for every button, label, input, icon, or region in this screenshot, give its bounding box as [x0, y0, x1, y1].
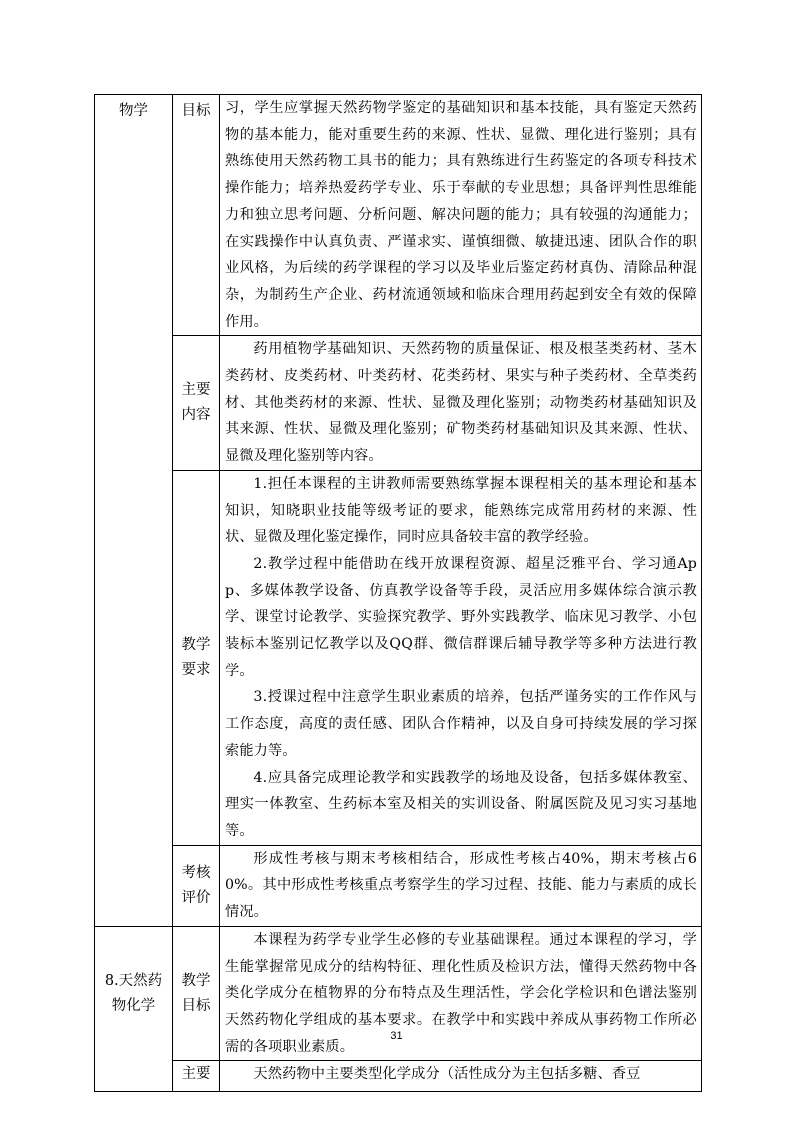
content-text-8: 天然药物中主要类型化学成分（活性成分为主包括多糖、香豆 — [253, 1066, 641, 1083]
course-name: 物学 — [119, 103, 148, 119]
label-cell — [173, 470, 220, 845]
requirement-item: 4.应具备完成理论教学和实践教学的场地及设备，包括多媒体教室、理实一体教室、生药标本室及相关的实训设备、附属医院及见习实习基地等。 — [225, 769, 697, 839]
table-row — [95, 1061, 702, 1092]
row-label-goal: 目标 — [181, 103, 211, 119]
content-cell — [220, 95, 702, 336]
content-cell — [220, 336, 702, 471]
table-row — [95, 336, 702, 471]
label-cell — [173, 95, 220, 336]
requirement-item: 2.教学过程中能借助在线开放课程资源、超星泛雅平台、学习通App、多媒体教学设备、仿真教学设备等手段，灵活应用多媒体综合演示教学、课堂讨论教学、实验探究教学、野外实践教学、临床见习教学、小包装标本鉴别记忆教学以及QQ群、微信群课后辅导教学等多种方法进行教学。 — [225, 555, 697, 679]
requirement-item: 3.授课过程中注意学生职业素质的培养，包括严谨务实的工作作风与工作态度，高度的责任感、团队合作精神，以及自身可持续发展的学习探索能力等。 — [225, 689, 697, 759]
label-cell — [173, 1061, 220, 1092]
page-number: 31 — [390, 1030, 403, 1042]
row-label-content-8: 主要 — [181, 1066, 211, 1083]
row-label-content: 主要 内容 — [181, 382, 211, 424]
content-text: 药用植物学基础知识、天然药物的质量保证、根及根茎类药材、茎木类药材、皮类药材、叶类药材、花类药材、果实与种子类药材、全草类药材、其他类药材的来源、性状、显微及理化鉴别；动物类药材基础知识及其来源、性状、显微及理化鉴别；矿物类药材基础知识及其来源、性状、显微及理化鉴别等内容。 — [225, 341, 697, 465]
content-cell — [220, 1061, 702, 1092]
goal-text-8: 本课程为药学专业学生必修的专业基础课程。通过本课程的学习，学生能掌握常见成分的结构特征、理化性质及检识方法，懂得天然药物中各类化学成分在植物界的分布特点及生理活性，学会化学检识和色谱法鉴别天然药物化学组成的基本要求。在教学中和实践中养成从事药物工作所必需的各项职业素质。 — [225, 931, 697, 1055]
row-label-goal-8: 教学 目标 — [181, 972, 211, 1014]
course-table — [94, 94, 702, 1092]
content-cell — [220, 470, 702, 845]
course-name-8: 8.天然药 物化学 — [104, 972, 163, 1014]
table-row — [95, 470, 702, 845]
table-row — [95, 845, 702, 926]
goal-text: 习，学生应掌握天然药物学鉴定的基础知识和基本技能，具有鉴定天然药物的基本能力，能对重要生药的来源、性状、显微、理化进行鉴别；具有熟练使用天然药物工具书的能力；具有熟练进行生药鉴定的各项专科技术操作能力；培养热爱药学专业、乐于奉献的专业思想；具备评判性思维能力和独立思考问题、分析问题、解决问题的能力；具有较强的沟通能力；在实践操作中认真负责、严谨求实、谨慎细微、敏捷迅速、团队合作的职业风格，为后续的药学课程的学习以及毕业后鉴定药材真伪、清除品种混杂，为制药生产企业、药材流通领域和临床合理用药起到安全有效的保障作用。 — [225, 100, 697, 330]
row-label-assessment: 考核 评价 — [181, 864, 211, 906]
assessment-text: 形成性考核与期末考核相结合，形成性考核占40%，期末考核占60%。其中形成性考核重点考察学生的学习过程、技能、能力与素质的成长情况。 — [225, 850, 697, 921]
label-cell — [173, 845, 220, 926]
content-cell — [220, 845, 702, 926]
label-cell — [173, 336, 220, 471]
course-name-cell — [95, 926, 173, 1092]
requirement-item: 1.担任本课程的主讲教师需要熟练掌握本课程相关的基本理论和基本知识，知晓职业技能等级考证的要求，能熟练完成常用药材的来源、性状、显微及理化鉴定操作，同时应具备较丰富的教学经验。 — [225, 475, 697, 546]
table-row — [95, 95, 702, 336]
course-name-cell — [95, 95, 173, 927]
row-label-requirements: 教学 要求 — [181, 636, 211, 678]
